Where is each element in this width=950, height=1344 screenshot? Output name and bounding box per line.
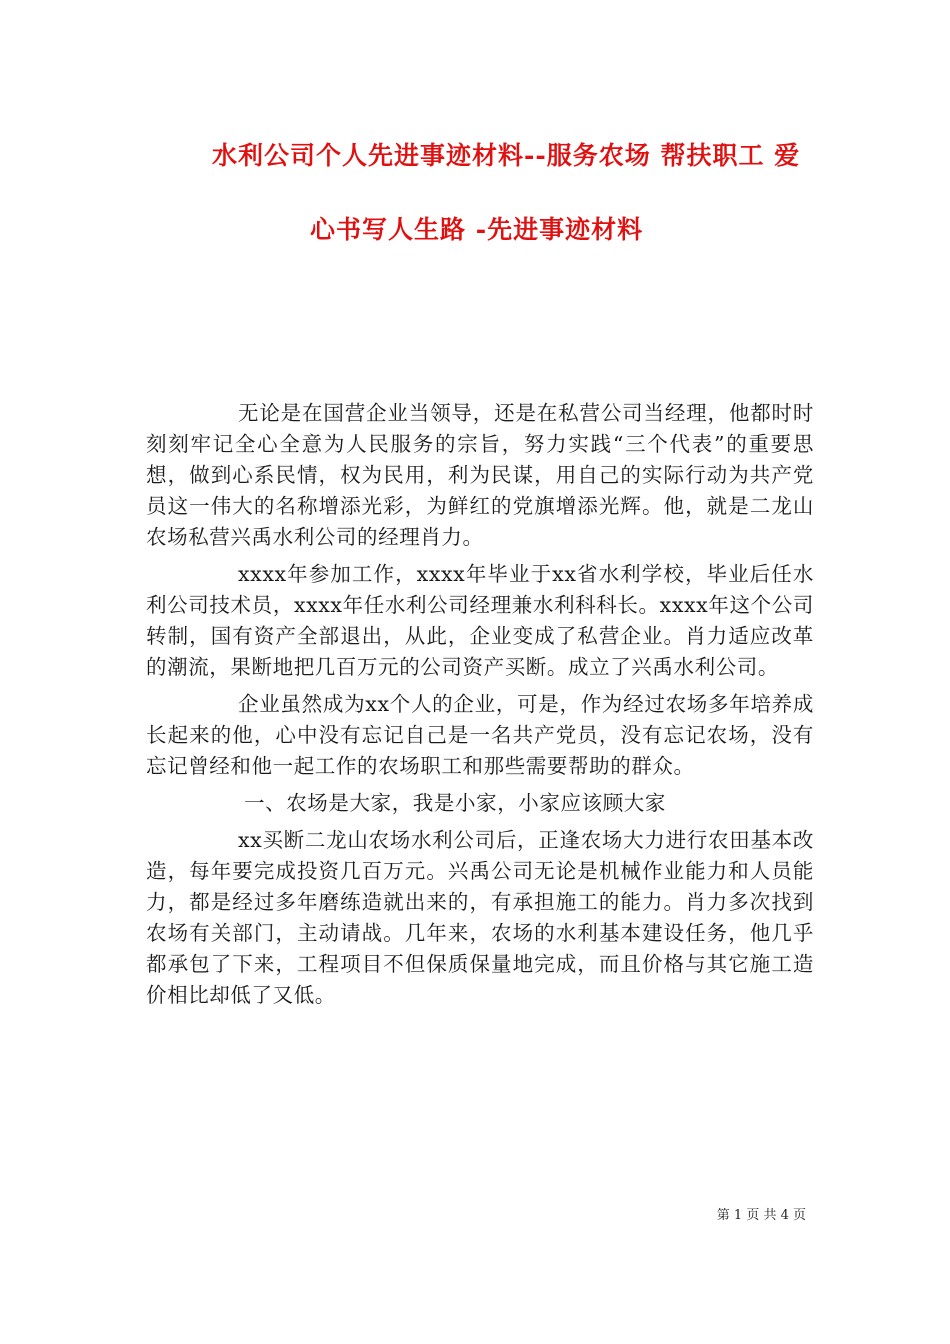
paragraph-career: xxxx年参加工作，xxxx年毕业于xx省水利学校，毕业后任水利公司技术员，xxxx年任水利公司经理兼水利科科长。xxxx年这个公司转制，国有资产全部退出，从此，企业变成了私营企业。肖力适应改革的潮流，果断地把几百万元的公司资产买断。成立了兴禹水利公司。 (146, 562, 814, 679)
paragraph-commitment: 企业虽然成为xx个人的企业，可是，作为经过农场多年培养成长起来的他，心中没有忘记自己是一名共产党员，没有忘记农场，没有忘记曾经和他一起工作的农场职工和那些需要帮助的群众。 (146, 692, 814, 778)
document-title-line-2: 心书写人生路 -先进事迹材料 (310, 215, 644, 244)
paragraph-intro: 无论是在国营企业当领导，还是在私营公司当经理，他都时时刻刻牢记全心全意为人民服务的宗旨，努力实践“三个代表”的重要思想，做到心系民情，权为民用，利为民谋，用自己的实际行动为共产党员这一伟大的名称增添光彩，为鲜红的党旗增添光辉。他，就是二龙山农场私营兴禹水利公司的经理肖力。 (146, 401, 814, 549)
section-heading-1: 一、农场是大家，我是小家，小家应该顾大家 (244, 791, 666, 815)
document-title-line-1: 水利公司个人先进事迹材料--服务农场 帮扶职工 爱 (212, 141, 801, 170)
document-body (146, 398, 814, 1017)
paragraph-projects: xx买断二龙山农场水利公司后，正逢农场大力进行农田基本改造，每年要完成投资几百万元。兴禹公司无论是机械作业能力和人员能力，都是经过多年磨练造就出来的，有承担施工的能力。肖力多次找到农场有关部门，主动请战。几年来，农场的水利基本建设任务，他几乎都承包了下来，工程项目不但保质保量地完成，而且价格与其它施工造价相比却低了又低。 (146, 828, 814, 1007)
page-number-footer: 第 1 页 共 4 页 (716, 1208, 806, 1223)
